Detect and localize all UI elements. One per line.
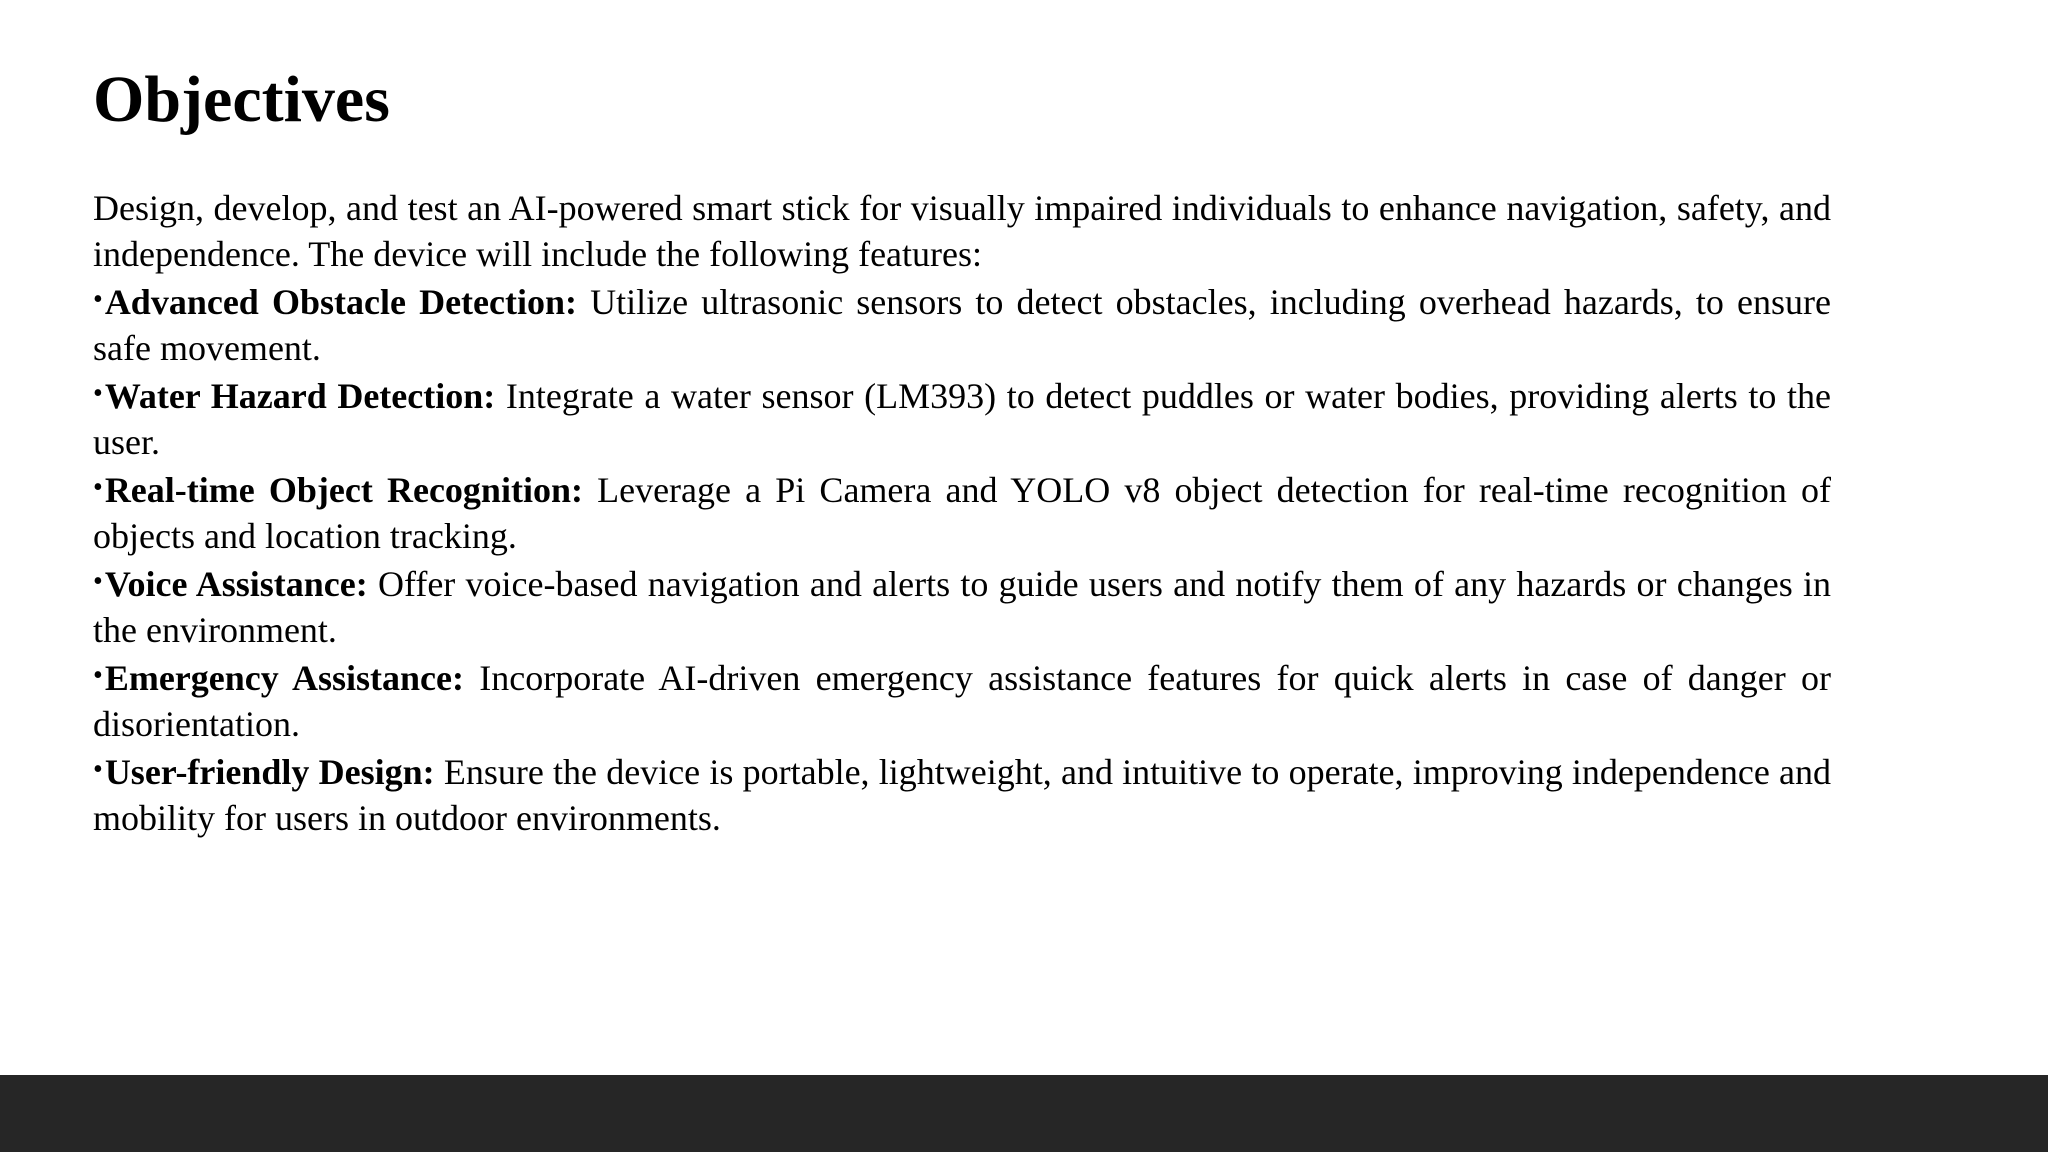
footer-bar [0,1075,2048,1152]
slide-title: Objectives [93,63,390,136]
bullet-text: Integrate a water sensor (LM393) to detect puddles or water bodies, providing alerts to the user. [93,376,1831,462]
bullet-term: Real-time Object Recognition: [104,470,583,510]
bullet-icon: • [93,660,103,691]
bullet-item-voice-assistance [93,559,1831,653]
bullet-text: Ensure the device is portable, lightweight, and intuitive to operate, improving independence and mobility for users in outdoor environments. [93,752,1832,838]
bullet-term: Emergency Assistance: [104,658,464,698]
bullet-text: Offer voice-based navigation and alerts to guide users and notify them of any hazards or changes in the environment. [93,564,1831,650]
bullet-text: Incorporate AI-driven emergency assistance features for quick alerts in case of danger or disorientation. [93,658,1831,744]
bullet-term: Water Hazard Detection: [104,376,496,416]
bullet-item-user-friendly-design [93,747,1831,841]
bullet-term: Advanced Obstacle Detection: [104,282,577,322]
bullet-term: User-friendly Design: [104,752,435,792]
bullet-item-water-hazard [93,371,1831,465]
bullet-text: Leverage a Pi Camera and YOLO v8 object detection for real-time recognition of objects and location tracking. [93,470,1832,556]
bullet-item-obstacle-detection [93,277,1831,371]
bullet-term: Voice Assistance: [104,564,368,604]
slide-body [93,185,1831,841]
bullet-icon: • [93,284,103,315]
bullet-icon: • [93,566,103,597]
bullet-text: Utilize ultrasonic sensors to detect obstacles, including overhead hazards, to ensure safe movement. [93,282,1832,368]
bullet-icon: • [93,754,103,785]
bullet-item-emergency-assistance [93,653,1831,747]
bullet-item-object-recognition [93,465,1831,559]
bullet-icon: • [93,378,103,409]
bullet-icon: • [93,472,103,503]
intro-paragraph: Design, develop, and test an AI-powered smart stick for visually impaired individuals to enhance navigation, safety, and independence. The device will include the following features: [93,188,1831,274]
